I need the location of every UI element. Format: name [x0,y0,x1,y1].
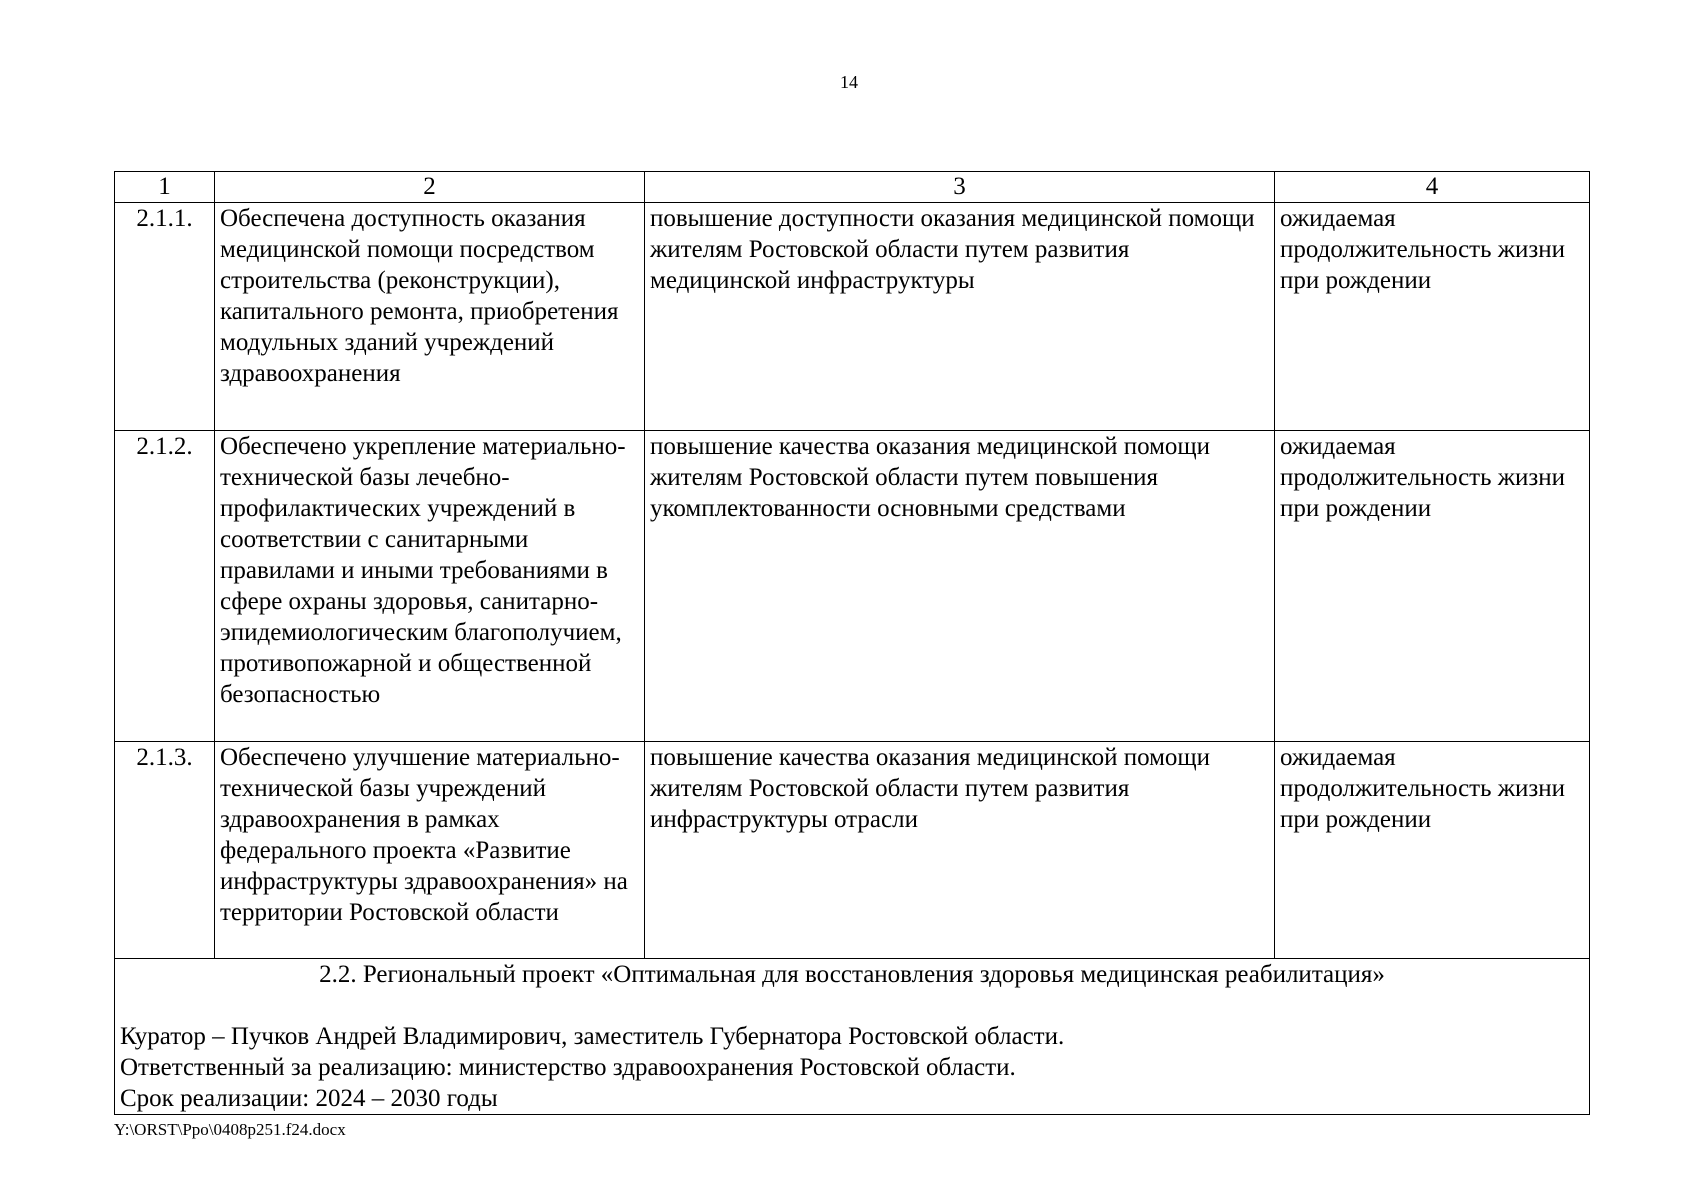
row-number: 2.1.1. [115,203,215,431]
description-cell: повышение доступности оказания медицинской помощи жителям Ростовской области путем развития медицинской инфраструктуры [645,203,1275,431]
description-cell: повышение качества оказания медицинской помощи жителям Ростовской области путем повышения укомплектованности основными средствами [645,431,1275,742]
column-header: 4 [1275,172,1590,203]
measures-table [114,171,1590,1115]
indicator-cell: ожидаемая продолжительность жизни при рождении [1275,431,1590,742]
section-responsible: Ответственный за реализацию: министерство здравоохранения Ростовской области. [120,1054,1016,1081]
table-row [115,742,1590,959]
table-row [115,431,1590,742]
file-path: Y:\ORST\Ppo\0408p251.f24.docx [114,1120,346,1139]
page-number: 14 [840,72,858,92]
section-title: 2.2. Региональный проект «Оптимальная для восстановления здоровья медицинская реабилитация» [319,961,1385,988]
task-cell: Обеспечено улучшение материально-технической базы учреждений здравоохранения в рамках федерального проекта «Развитие инфраструктуры здравоохранения» на территории Ростовской области [215,742,645,959]
column-header: 2 [215,172,645,203]
section-cell [115,959,1590,1115]
column-header: 1 [115,172,215,203]
section-row [115,959,1590,1115]
description-cell: повышение качества оказания медицинской помощи жителям Ростовской области путем развития инфраструктуры отрасли [645,742,1275,959]
row-number: 2.1.3. [115,742,215,959]
task-cell: Обеспечена доступность оказания медицинской помощи посредством строительства (реконструкции), капитального ремонта, приобретения модульных зданий учреждений здравоохранения [215,203,645,431]
indicator-cell: ожидаемая продолжительность жизни при рождении [1275,203,1590,431]
section-curator: Куратор – Пучков Андрей Владимирович, заместитель Губернатора Ростовской области. [120,1023,1065,1050]
section-term: Срок реализации: 2024 – 2030 годы [120,1085,498,1112]
task-cell: Обеспечено укрепление материально-технической базы лечебно-профилактических учреждений в соответствии с санитарными правилами и иными требованиями в сфере охраны здоровья, санитарно-эпидемиологическим благополучием, противопожарной и общественной безопасностью [215,431,645,742]
table-header-row [115,172,1590,203]
indicator-cell: ожидаемая продолжительность жизни при рождении [1275,742,1590,959]
column-header: 3 [645,172,1275,203]
table-row [115,203,1590,431]
row-number: 2.1.2. [115,431,215,742]
